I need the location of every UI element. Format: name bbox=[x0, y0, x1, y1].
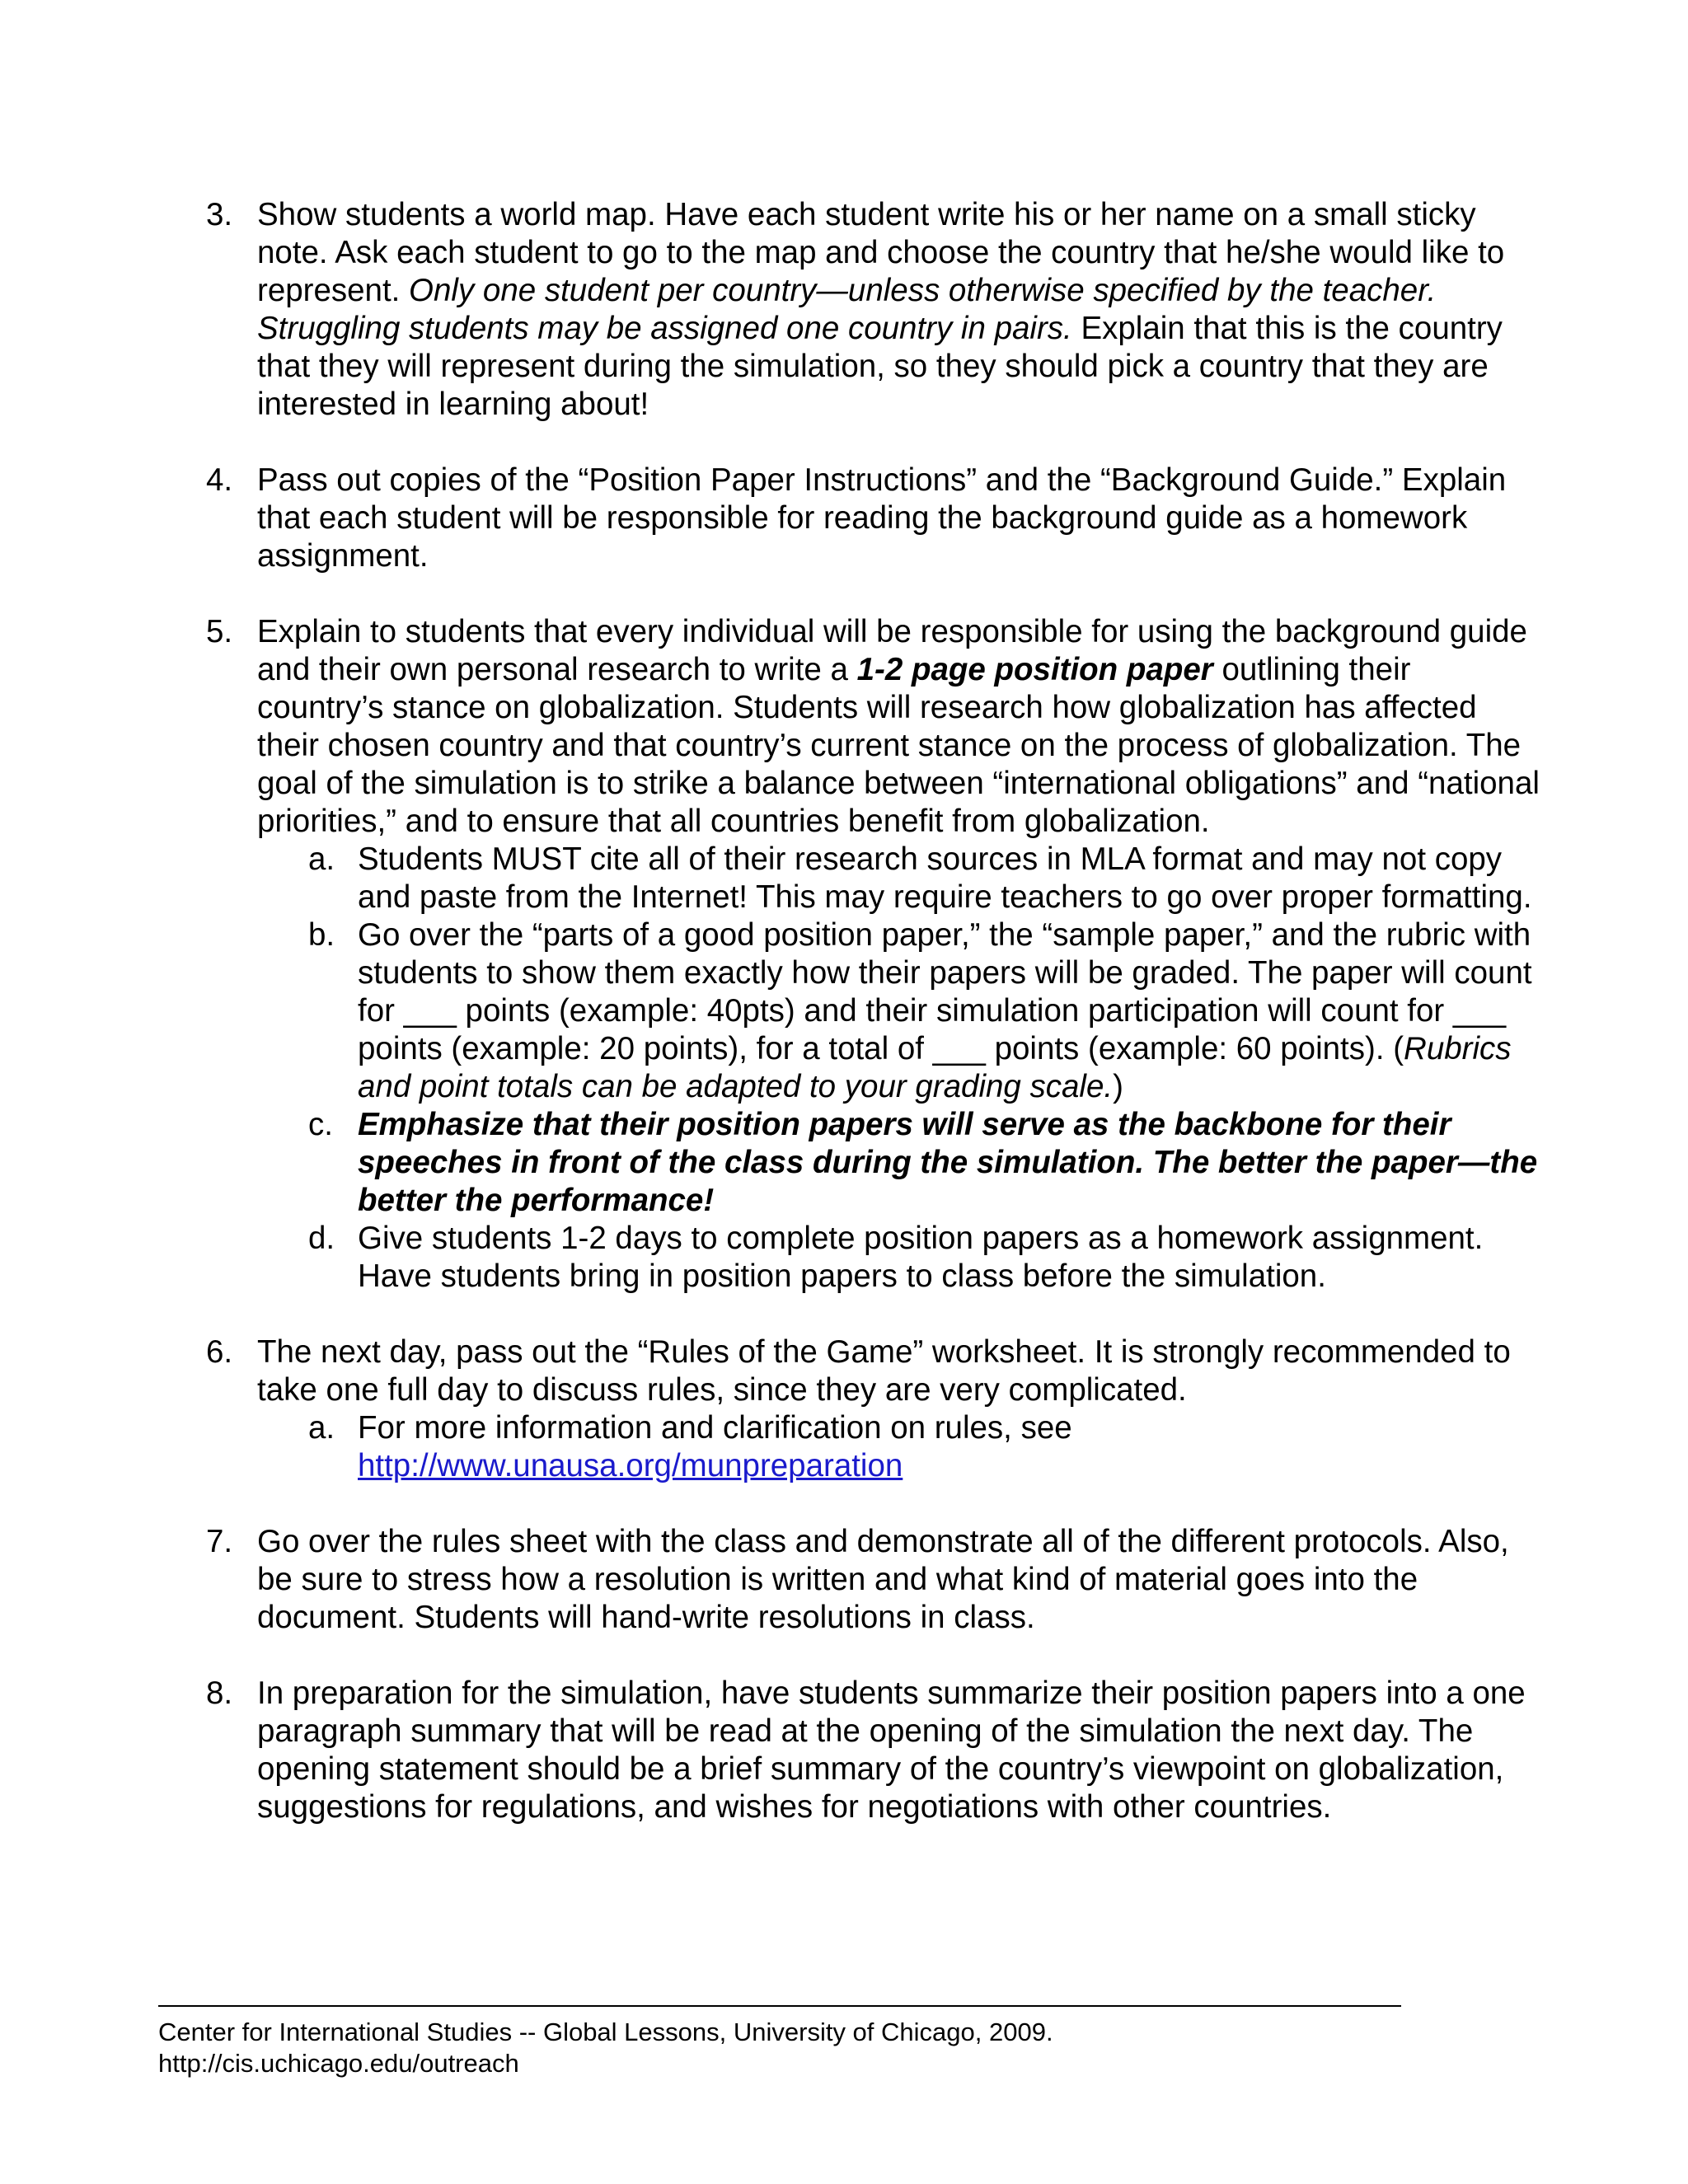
sub-item-text: For more information and clarification on rules, see bbox=[358, 1410, 1072, 1446]
item-text: In preparation for the simulation, have students summarize their position papers into a one paragraph summary that will be read at the opening of the simulation the next day. The opening statement should be a brief summary of the country’s viewpoint on globalization, suggestions for regulations, and wishes for negotiations with other countries. bbox=[257, 1675, 1526, 1825]
footer-divider bbox=[158, 2005, 1401, 2007]
item-paragraph bbox=[257, 1333, 1543, 1409]
list-item-7 bbox=[0, 1523, 1543, 1637]
sub-item-5d bbox=[257, 1220, 1543, 1296]
sub-item-text-end: ) bbox=[1113, 1069, 1123, 1104]
sub-item-5b bbox=[257, 916, 1543, 1106]
sub-item-5a bbox=[257, 841, 1543, 916]
sub-item-6a bbox=[257, 1409, 1543, 1485]
sub-item-text: Go over the “parts of a good position paper,” the “sample paper,” and the rubric with students to show them exactly how their papers will be graded. The paper will count for ___ points (example: 40pts) and their simulation participation will count for ___ points (example: 20 points), for a total of ___ points (example: 60 points). ( bbox=[358, 917, 1532, 1066]
item-text: Pass out copies of the “Position Paper Instructions” and the “Background Guide.” Explain that each student will be responsible for reading the background guide as a homework assignment. bbox=[257, 462, 1507, 574]
list-item-4 bbox=[0, 462, 1543, 575]
item-number: 6. bbox=[206, 1334, 233, 1370]
item-number: 7. bbox=[206, 1524, 233, 1559]
sub-item-letter: a. bbox=[308, 841, 335, 877]
list-item-8 bbox=[0, 1675, 1543, 1826]
footer-credit: Center for International Studies -- Global Lessons, University of Chicago, 2009. bbox=[158, 2018, 1053, 2046]
page-footer bbox=[158, 2017, 1053, 2079]
item-italic-text: Only one student per country—unless otherwise specified by the teacher. Struggling students may be assigned one country in pairs. bbox=[257, 273, 1437, 346]
sub-item-letter: a. bbox=[308, 1410, 335, 1446]
document-body bbox=[0, 196, 1688, 1864]
sub-item-5c bbox=[257, 1106, 1543, 1220]
item-text: Explain that this is the country that they will represent during the simulation, so they should pick a country that they are interested in learning about! bbox=[257, 311, 1503, 422]
sub-item-text: Give students 1-2 days to complete position papers as a homework assignment. Have students bring in position papers to class before the simulation. bbox=[358, 1221, 1484, 1294]
item-number: 4. bbox=[206, 462, 233, 498]
sub-item-letter: c. bbox=[308, 1107, 333, 1142]
sub-item-letter: b. bbox=[308, 917, 335, 953]
footer-url: http://cis.uchicago.edu/outreach bbox=[158, 2049, 519, 2078]
sub-item-text: Students MUST cite all of their research sources in MLA format and may not copy and paste from the Internet! This may require teachers to go over proper formatting. bbox=[358, 841, 1532, 915]
sub-item-italic-text: Rubrics and point totals can be adapted to your grading scale. bbox=[358, 1031, 1512, 1104]
list-item-6 bbox=[0, 1333, 1543, 1485]
item-number: 5. bbox=[206, 614, 233, 649]
munpreparation-link[interactable]: http://www.unausa.org/munpreparation bbox=[358, 1448, 903, 1483]
item-text: Show students a world map. Have each student write his or her name on a small sticky note. Ask each student to go to the map and choose the country that he/she would like to represent. bbox=[257, 197, 1505, 308]
item-paragraph bbox=[257, 613, 1543, 841]
item-text: Explain to students that every individual will be responsible for using the background guide and their own personal research to write a bbox=[257, 614, 1527, 687]
list-item-3 bbox=[0, 196, 1543, 424]
item-number: 8. bbox=[206, 1675, 233, 1711]
item-text: outlining their country’s stance on globalization. Students will research how globalization has affected their chosen country and that country’s current stance on the process of globalization. The goal of the simulation is to strike a balance between “international obligations” and “national priorities,” and to ensure that all countries benefit from globalization. bbox=[257, 652, 1540, 839]
item-text: The next day, pass out the “Rules of the Game” worksheet. It is strongly recommended to take one full day to discuss rules, since they are very complicated. bbox=[257, 1334, 1511, 1408]
list-item-5 bbox=[0, 613, 1543, 1296]
item-text: Go over the rules sheet with the class and demonstrate all of the different protocols. Also, be sure to stress how a resolution is written and what kind of material goes into the document. Students will hand-write resolutions in class. bbox=[257, 1524, 1509, 1635]
item-bold-italic-text: 1-2 page position paper bbox=[856, 652, 1213, 687]
item-number: 3. bbox=[206, 197, 233, 232]
sub-item-letter: d. bbox=[308, 1221, 335, 1256]
sub-item-bold-italic-text: Emphasize that their position papers will serve as the backbone for their speeches in front of the class during the simulation. The better the paper—the better the performance! bbox=[358, 1107, 1538, 1218]
